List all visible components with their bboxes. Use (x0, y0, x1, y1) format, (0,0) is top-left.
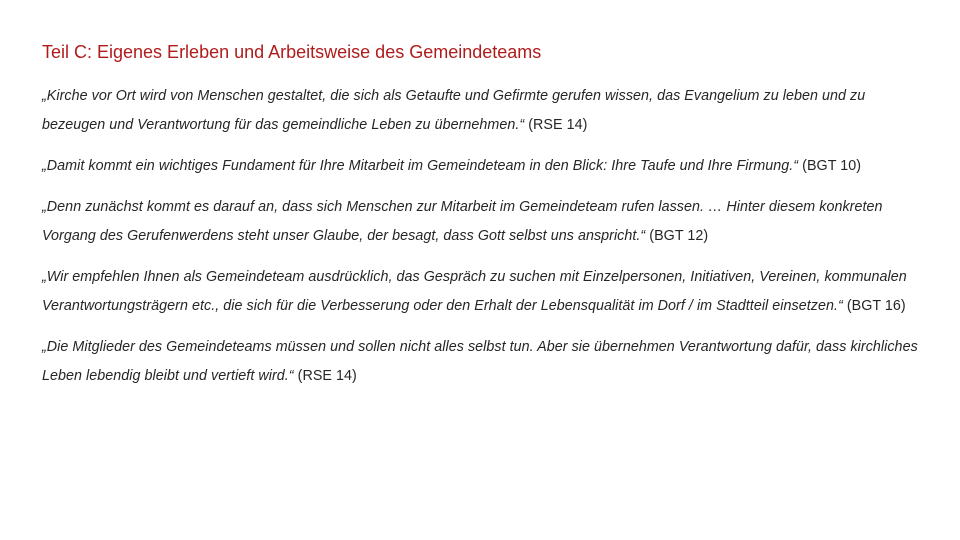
quote-4-text: „Wir empfehlen Ihnen als Gemeindeteam ausdrücklich, das Gespräch zu suchen mit Einzelpersonen, Initiativen, Vereinen, kommunalen Verantwortungsträgern etc., die sich für die Verbesserung oder den Erhalt der Lebensqualität im Dorf / im Stadtteil einsetzen.“ (42, 269, 907, 314)
quote-1 (42, 82, 920, 140)
quote-5-text: „Die Mitglieder des Gemeindeteams müssen und sollen nicht alles selbst tun. Aber sie übernehmen Verantwortung dafür, dass kirchliches Leben lebendig bleibt und vertieft wird.“ (42, 339, 918, 384)
quote-3-text: „Denn zunächst kommt es darauf an, dass sich Menschen zur Mitarbeit im Gemeindeteam rufen lassen. … Hinter diesem konkreten Vorgang des Gerufenwerdens steht unser Glaube, der besagt, dass Gott selbst uns anspricht.“ (42, 199, 883, 244)
slide-title: Teil C: Eigenes Erleben und Arbeitsweise des Gemeindeteams (42, 42, 542, 62)
quote-5 (42, 333, 920, 391)
quote-2-source: (BGT 10) (802, 158, 862, 174)
quote-4-source: (BGT 16) (846, 298, 906, 314)
quote-3-source: (BGT 12) (649, 228, 709, 244)
quote-1-text: „Kirche vor Ort wird von Menschen gestaltet, die sich als Getaufte und Gefirmte gerufen wissen, das Evangelium zu leben und zu bezeugen und Verantwortung für das gemeindliche Leben zu übernehmen.“ (42, 88, 866, 133)
quote-3 (42, 193, 920, 251)
quote-2-text: „Damit kommt ein wichtiges Fundament für Ihre Mitarbeit im Gemeindeteam in den Blick: Ihre Taufe und Ihre Firmung.“ (42, 158, 799, 174)
quote-4 (42, 263, 920, 321)
quote-1-source: (RSE 14) (528, 117, 588, 133)
quote-2 (42, 152, 920, 181)
quote-5-source: (RSE 14) (297, 368, 357, 384)
